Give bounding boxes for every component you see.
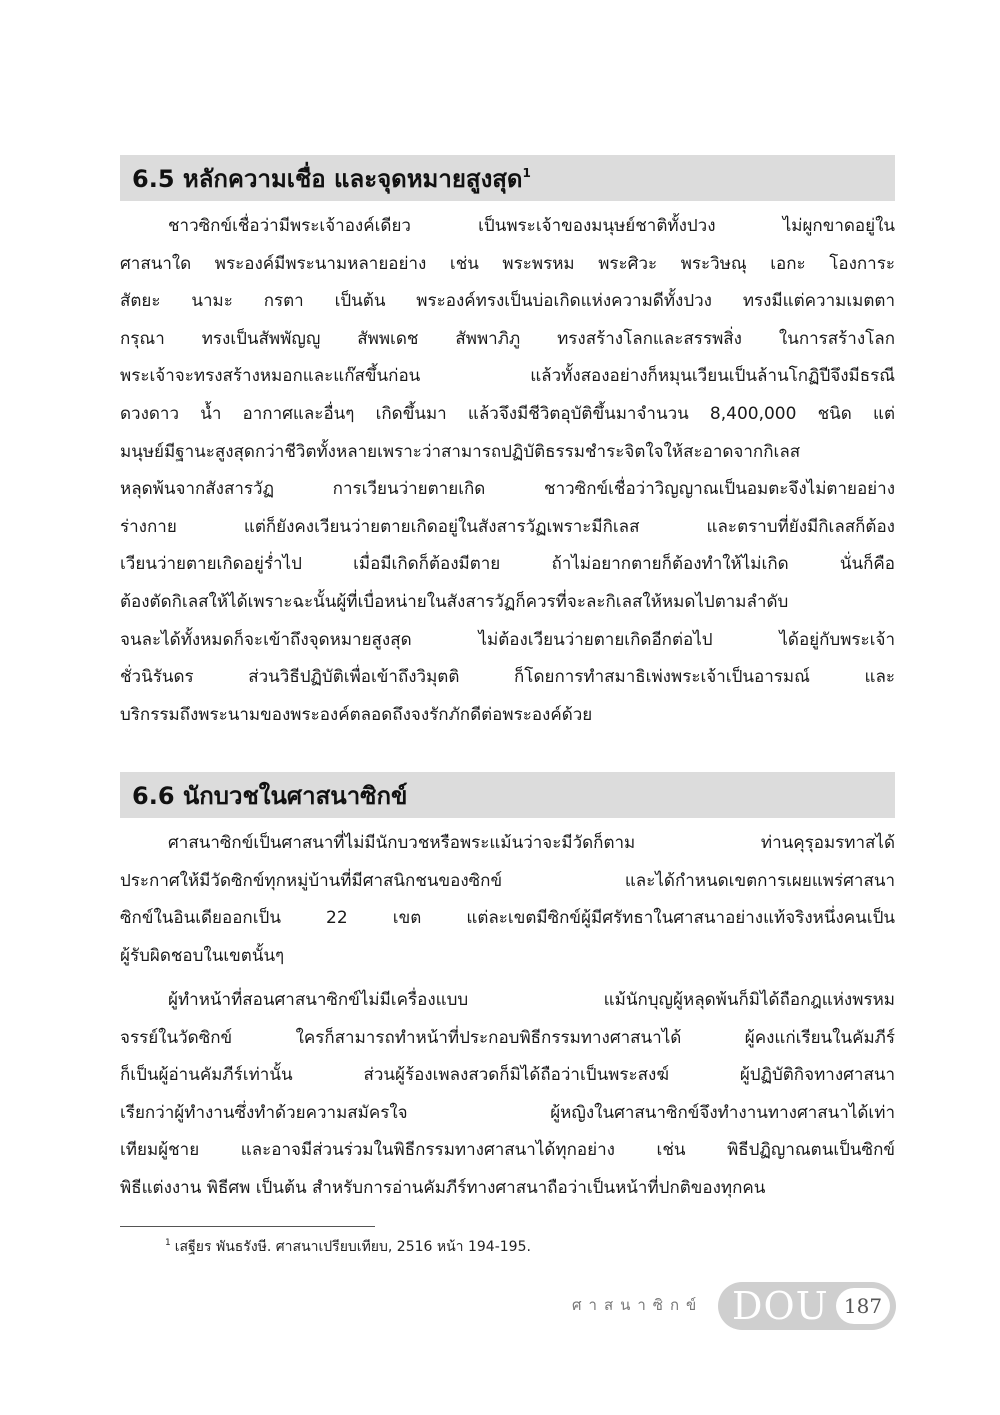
page-number: 187 (836, 1288, 890, 1324)
text-line: ต้องตัดกิเลสให้ได้เพราะฉะนั้นผู้ที่เบื่อหน่ายในสังสารวัฏก็ควรที่จะละกิเลสให้หมดไปตามลำดับ (120, 591, 789, 612)
text-line: ซิกข์ในอินเดียออกเป็น 22 เขต แต่ละเขตมีซิกข์ผู้มีศรัทธาในศาสนาอย่างแท้จริงหนึ่งคนเป็น (120, 908, 895, 929)
text-line: สัตยะ นามะ กรตา เป็นต้น พระองค์ทรงเป็นบ่อเกิดแห่งความดีทั้งปวง ทรงมีแต่ความเมตตา (120, 291, 895, 312)
section-title: 6.6 นักบวชในศาสนาซิกข์ (132, 781, 408, 810)
text-line: ผู้ทำหน้าที่สอนศาสนาซิกข์ไม่มีเครื่องแบบ แม้นักบุญผู้หลุดพ้นก็มิได้ถือกฎแห่งพรหม (168, 990, 895, 1010)
section-heading-6-6 (120, 772, 895, 818)
footnote-reference: 1 (522, 165, 531, 180)
section-title (132, 159, 531, 198)
text-line: เทียมผู้ชาย และอาจมีส่วนร่วมในพิธีกรรมทางศาสนาได้ทุกอย่าง เช่น พิธีปฏิญาณตนเป็นซิกข์ (120, 1140, 895, 1161)
text-line: ร่างกาย แต่ก็ยังคงเวียนว่ายตายเกิดอยู่ในสังสารวัฏเพราะมีกิเลส และตราบที่ยังมีกิเลสก็ต้อง (120, 516, 895, 537)
text-line: เวียนว่ายตายเกิดอยู่ร่ำไป เมื่อมีเกิดก็ต้องมีตาย ถ้าไม่อยากตายก็ต้องทำให้ไม่เกิด นั่นก็คือ (120, 554, 895, 575)
text-line: ดวงดาว น้ำ อากาศและอื่นๆ เกิดขึ้นมา แล้วจึงมีชีวิตอุบัติขึ้นมาจำนวน 8,400,000 ชนิด แต่ (120, 403, 895, 424)
section-6-6-paragraph-2 (120, 982, 895, 1208)
text-line: เรียกว่าผู้ทำงานซึ่งทำด้วยความสมัครใจ ผู้หญิงในศาสนาซิกข์จึงทำงานทางศาสนาได้เท่า (120, 1102, 895, 1123)
text-line: ศาสนาใด พระองค์มีพระนามหลายอย่าง เช่น พระพรหม พระศิวะ พระวิษณุ เอกะ โองการะ (120, 253, 895, 274)
text-line: ประกาศให้มีวัดซิกข์ทุกหมู่บ้านที่มีศาสนิกชนของซิกข์ และได้กำหนดเขตการเผยแพร่ศาสนา (120, 870, 895, 891)
section-title-text: 6.5 หลักความเชื่อ และจุดหมายสูงสุด (132, 164, 523, 193)
section-6-5-body (120, 208, 895, 734)
footnote (165, 1236, 531, 1258)
text-line: บริกรรมถึงพระนามของพระองค์ตลอดถึงจงรักภักดีต่อพระองค์ด้วย (120, 704, 593, 725)
text-line: หลุดพ้นจากสังสารวัฏ การเวียนว่ายตายเกิด ชาวซิกข์เชื่อว่าวิญญาณเป็นอมตะจึงไม่ตายอย่าง (120, 479, 895, 500)
text-line: มนุษย์มีฐานะสูงสุดกว่าชีวิตทั้งหลายเพราะว่าสามารถปฏิบัติธรรมชำระจิตใจให้สะอาดจากกิเลส (120, 441, 801, 462)
footnote-divider (120, 1226, 375, 1227)
section-6-6-paragraph-1 (120, 825, 895, 975)
text-line: กรุณา ทรงเป็นสัพพัญญู สัพพเดช สัพพาภิภู ทรงสร้างโลกและสรรพสิ่ง ในการสร้างโลก (120, 328, 895, 349)
text-line: ชั่วนิรันดร ส่วนวิธีปฏิบัติเพื่อเข้าถึงวิมุตติ ก็โดยการทำสมาธิเพ่งพระเจ้าเป็นอารมณ์ และ (120, 667, 895, 688)
footnote-marker: 1 (165, 1238, 171, 1248)
section-heading-6-5 (120, 155, 895, 201)
footnote-text: เสฐียร พันธรังษี. ศาสนาเปรียบเทียบ, 2516 หน้า 194-195. (174, 1239, 531, 1255)
footer-badge (718, 1282, 896, 1330)
text-line: พิธีแต่งงาน พิธีศพ เป็นต้น สำหรับการอ่านคัมภีร์ทางศาสนาถือว่าเป็นหน้าที่ปกติของทุกคน (120, 1177, 766, 1198)
text-line: ศาสนาซิกข์เป็นศาสนาที่ไม่มีนักบวชหรือพระแม้นว่าจะมีวัดก็ตาม ท่านคุรุอมรทาสได้ (168, 833, 895, 853)
brand-logo: DOU (732, 1284, 829, 1328)
text-line: ก็เป็นผู้อ่านคัมภีร์เท่านั้น ส่วนผู้ร้องเพลงสวดก็มิได้ถือว่าเป็นพระสงฆ์ ผู้ปฏิบัติกิจทางศาสนา (120, 1065, 895, 1086)
text-line: ผู้รับผิดชอบในเขตนั้นๆ (120, 945, 285, 966)
running-footer-title: ศาสนาซิกข์ (572, 1296, 704, 1314)
text-line: จรรย์ในวัดซิกข์ ใครก็สามารถทำหน้าที่ประกอบพิธีกรรมทางศาสนาได้ ผู้คงแก่เรียนในคัมภีร์ (120, 1027, 895, 1048)
text-line: พระเจ้าจะทรงสร้างหมอกและแก๊สขึ้นก่อน แล้วทั้งสองอย่างก็หมุนเวียนเป็นล้านโกฏิปีจึงมีธรณี (120, 366, 895, 387)
text-line: ชาวซิกข์เชื่อว่ามีพระเจ้าองค์เดียว เป็นพระเจ้าของมนุษย์ชาติทั้งปวง ไม่ผูกขาดอยู่ใน (168, 216, 895, 236)
text-line: จนละได้ทั้งหมดก็จะเข้าถึงจุดหมายสูงสุด ไม่ต้องเวียนว่ายตายเกิดอีกต่อไป ได้อยู่กับพระเจ้า (120, 629, 895, 650)
